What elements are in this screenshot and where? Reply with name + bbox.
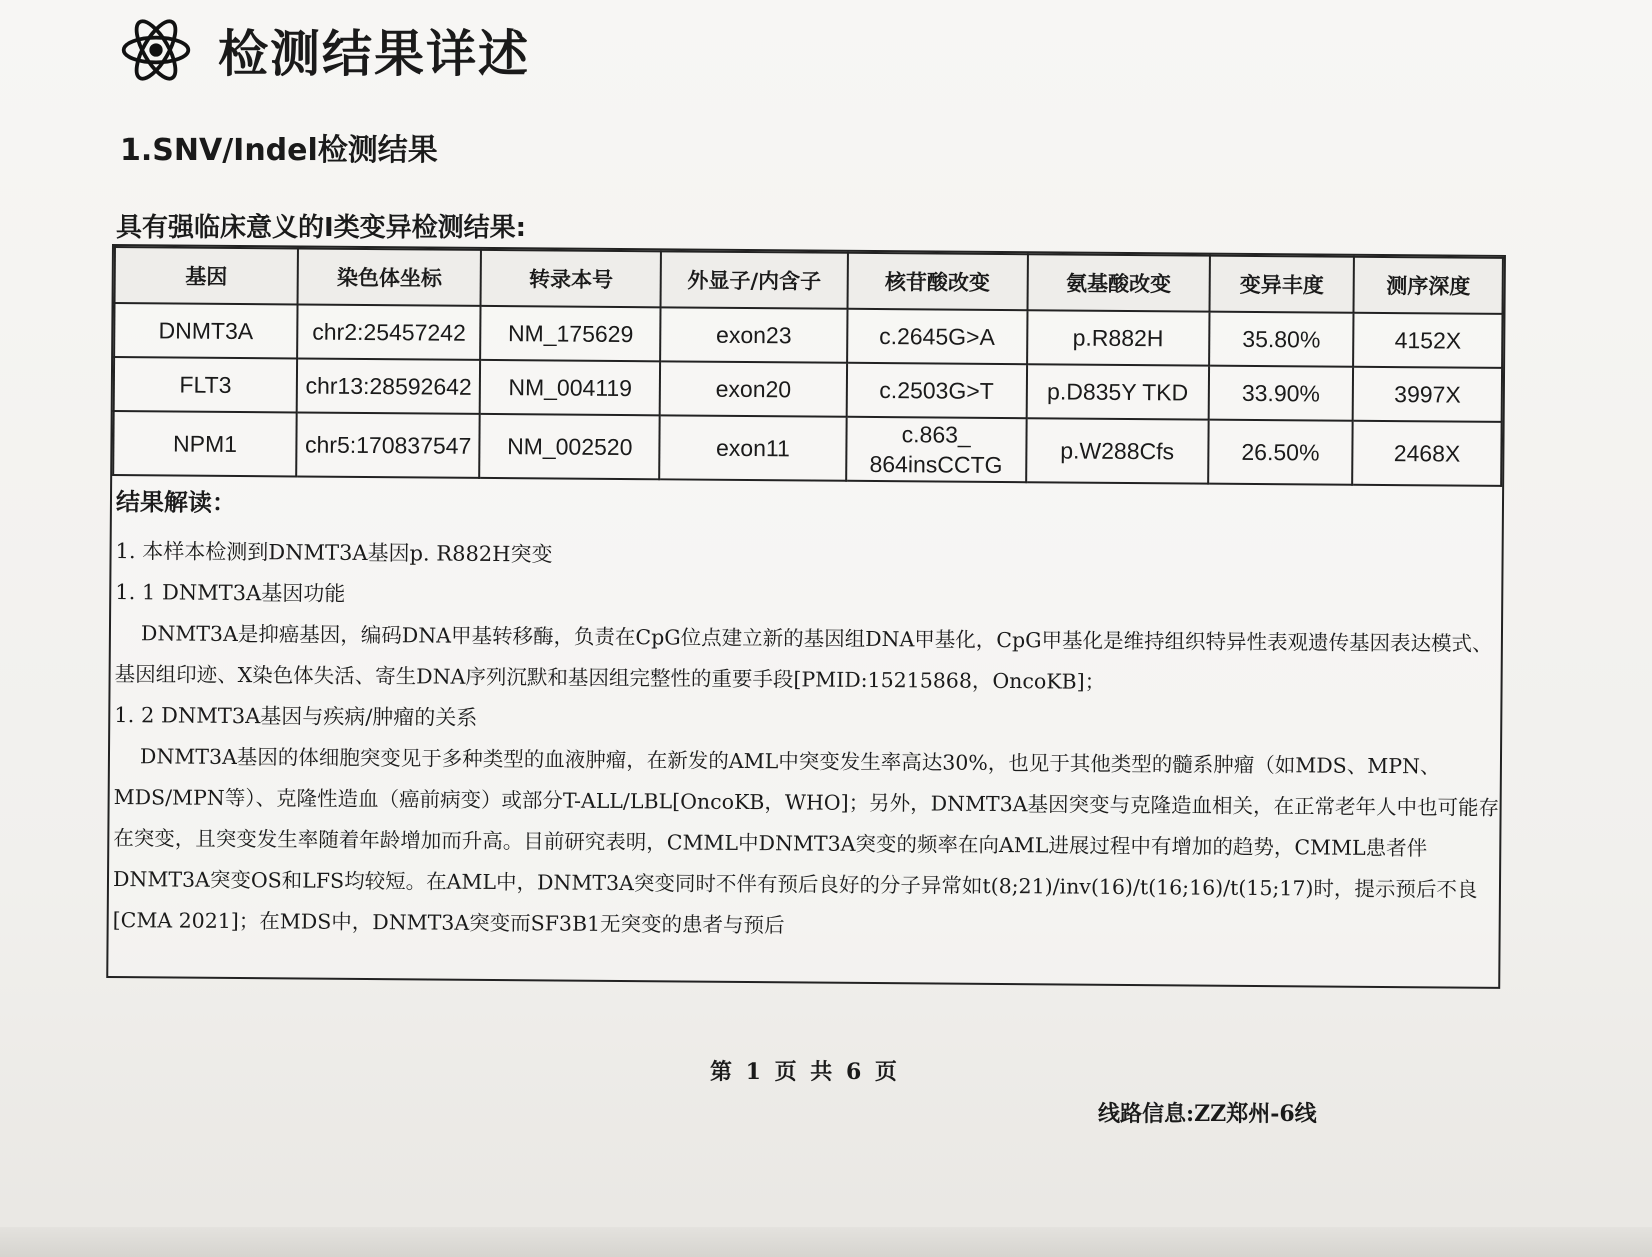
cell-frequency: 33.90%: [1208, 366, 1353, 421]
line-info: 线路信息:ZZ郑州-6线: [1098, 1101, 1317, 1127]
finding-item: 1. 本样本检测到DNMT3A基因p. R882H突变: [115, 539, 553, 567]
cell-frequency: 26.50%: [1208, 420, 1353, 485]
cell-chr-position: chr13:28592642: [297, 358, 481, 413]
page-header: [118, 10, 530, 90]
header-variant-frequency: 变异丰度: [1209, 256, 1354, 313]
cell-transcript: NM_175629: [480, 306, 660, 361]
cell-nucleotide: c.863_ 864insCCTG: [846, 417, 1027, 482]
table-row: [113, 411, 1501, 486]
disease-relation-paragraph: DNMT3A基因的体细胞突变见于多种类型的血液肿瘤，在新发的AML中突变发生率高达30%，也见于其他类型的髓系肿瘤（如MDS、MPN、MDS/MPN等）、克隆性造血（癌前病变）或部分T-ALL/LBL[OncoKB，WHO]；另外，DNMT3A基因突变与克隆造血相关，在正常老年人中也可能存在突变，且突变发生率随着年龄增加而升高。目前研究表明，CMML中DNMT3A突变的频率在向AML进展过程中有增加的趋势，CMML患者伴DNMT3A突变OS和LFS均较短。在AML中，DNMT3A突变同时不伴有预后良好的分子异常如t(8;21)/inv(16)/t(16;16)/t(15;17)时，提示预后不良[CMA 2021]；在MDS中，DNMT3A突变而SF3B1无突变的患者与预后: [112, 744, 1500, 938]
section-title: 1.SNV/Indel检测结果: [120, 133, 438, 168]
scan-edge: [0, 1227, 1652, 1257]
gene-function-paragraph: DNMT3A是抑癌基因，编码DNA甲基转移酶，负责在CpG位点建立新的基因组DNA甲基化，CpG甲基化是维持组织特异性表观遗传基因表达模式、基因组印迹、X染色体失活、寄生DNA序列沉默和基因组完整性的重要手段[PMID:15215868，OncoKB]；: [114, 621, 1493, 694]
header-gene: 基因: [115, 247, 299, 304]
cell-gene: DNMT3A: [114, 303, 298, 358]
header-sequencing-depth: 测序深度: [1354, 257, 1503, 314]
header-nucleotide-change: 核苷酸改变: [847, 253, 1027, 310]
cell-exon: exon20: [660, 361, 847, 416]
cell-amino-acid: p.R882H: [1027, 310, 1210, 365]
subsection-gene-function: 1. 1 DNMT3A基因功能: [115, 580, 346, 606]
cell-exon: exon11: [660, 415, 847, 480]
page-number: 第 1 页 共 6 页: [710, 1059, 900, 1085]
header-exon-intron: 外显子/内含子: [661, 251, 848, 308]
cell-amino-acid: p.D835Y TKD: [1026, 364, 1209, 419]
interpretation-heading: 结果解读：: [115, 488, 237, 517]
results-box: [106, 244, 1506, 989]
cell-transcript: NM_002520: [480, 414, 661, 479]
atom-icon: [118, 12, 194, 88]
cell-nucleotide: c.2645G>A: [847, 309, 1027, 364]
page-title: 检测结果详述: [218, 25, 530, 83]
cell-nucleotide: c.2503G>T: [846, 363, 1026, 418]
cell-chr-position: chr5:170837547: [296, 412, 480, 477]
header-chr-position: 染色体坐标: [298, 248, 482, 305]
subsection-disease-relation: 1. 2 DNMT3A基因与疾病/肿瘤的关系: [114, 703, 478, 730]
variant-table: [112, 246, 1504, 487]
cell-amino-acid: p.W288Cfs: [1026, 418, 1209, 483]
interpretation-section: [109, 476, 1503, 952]
cell-gene: FLT3: [114, 357, 298, 412]
cell-depth: 3997X: [1353, 367, 1502, 422]
cell-gene: NPM1: [113, 411, 297, 476]
header-transcript: 转录本号: [481, 250, 661, 307]
cell-chr-position: chr2:25457242: [297, 304, 481, 359]
table-caption: 具有强临床意义的I类变异检测结果:: [116, 213, 527, 243]
cell-depth: 2468X: [1352, 421, 1501, 486]
cell-frequency: 35.80%: [1209, 312, 1354, 367]
cell-exon: exon23: [660, 307, 847, 362]
header-amino-acid-change: 氨基酸改变: [1027, 254, 1210, 311]
cell-transcript: NM_004119: [480, 360, 660, 415]
cell-depth: 4152X: [1353, 313, 1502, 368]
